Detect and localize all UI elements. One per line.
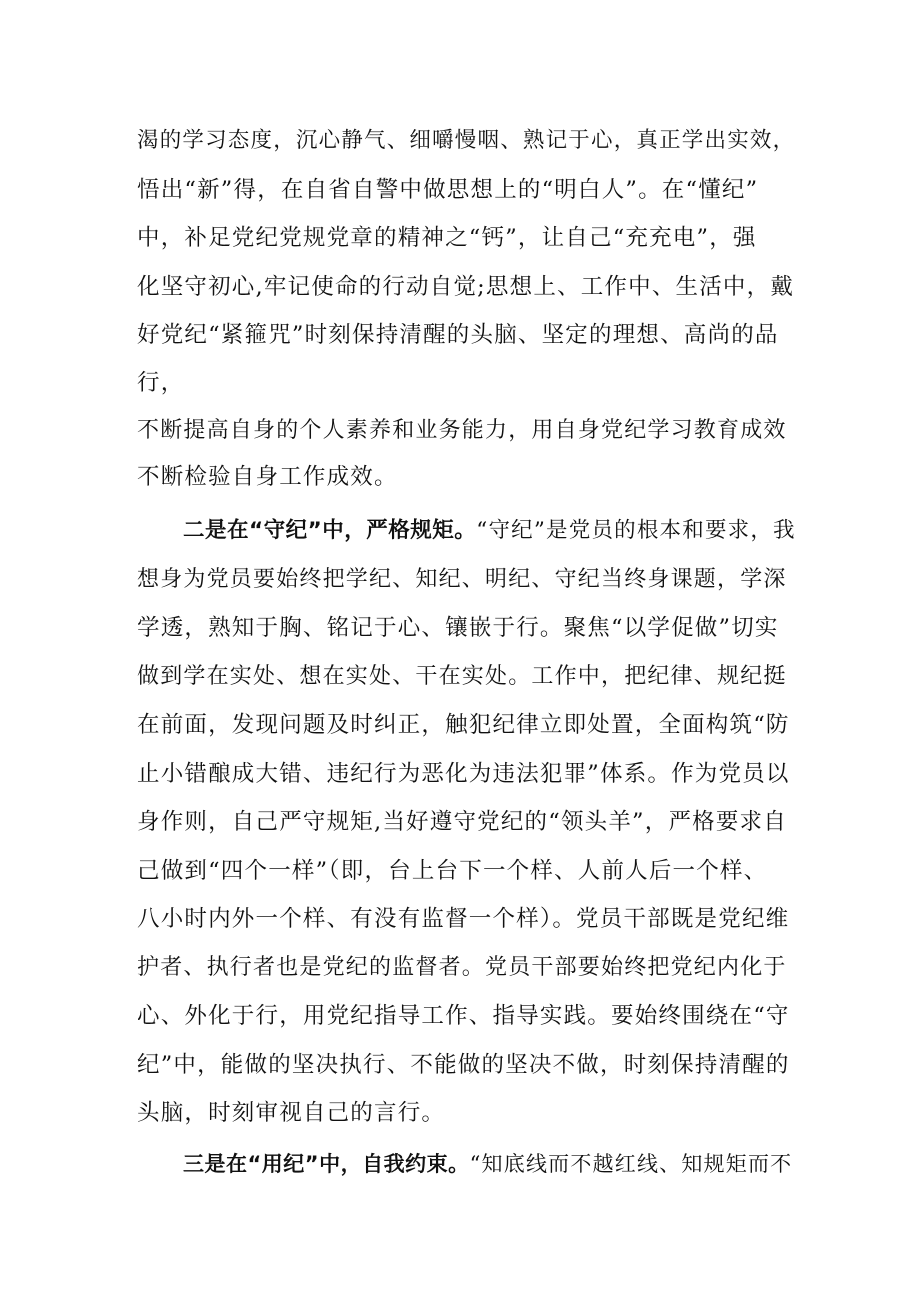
paragraph-2-line-11: 心、外化于行，用党纪指导工作、指导实践。要始终围绕在“守 [137,1003,790,1029]
paragraph-3-first-line-text: “知底线而不越红线、知规矩而不 [469,1152,793,1176]
paragraph-2-line-9: 八小时内外一个样、有没有监督一个样）。党员干部既是党纪维 [137,906,790,932]
paragraph-2-heading: 二是在“守纪”中，严格规矩。 [183,518,477,543]
paragraph-2-line-13: 头脑，时刻审视自己的言行。 [137,1100,446,1126]
paragraph-2-line-10: 护者、执行者也是党纪的监督者。党员干部要始终把党纪内化于 [137,955,787,980]
paragraph-3-heading: 三是在“用纪”中，自我约束。 [183,1152,470,1176]
paragraph-2-line-2: 想身为党员要始终把学纪、知纪、明纪、守纪当终身课题，学深 [137,567,787,592]
paragraph-2-line-4: 做到学在实处、想在实处、干在实处。工作中，把纪律、规纪挺 [137,664,787,689]
paragraph-2-line-5: 在前面，发现问题及时纠正，触犯纪律立即处置，全面构筑“防 [137,712,790,738]
paragraph-2-first-line-text: “守纪”是党员的根本和要求，我 [476,518,796,543]
paragraph-1-line-6: 行， [137,370,185,396]
paragraph-1-line-2: 悟出“新”得，在自省自警中做思想上的“明白人”。在“懂纪” [137,177,759,203]
paragraph-2-line-3: 学透，熟知于胸、铭记于心、镶嵌于行。聚焦“以学促做”切实 [137,615,779,641]
paragraph-1-line-3: 中，补足党纪党规党章的精神之“钙”，让自己“充充电”，强 [137,225,757,251]
paragraph-3-line-1 [183,1144,797,1184]
paragraph-2-line-8: 己做到“四个一样”（即，台上台下一个样、人前人后一个样、 [137,858,768,884]
paragraph-1-line-4: 化坚守初心,牢记使命的行动自觉;思想上、工作中、生活中，戴 [137,274,795,300]
paragraph-2-line-6: 止小错酿成大错、违纪行为恶化为违法犯罪”体系。作为党员以 [137,761,790,787]
paragraph-1-line-7: 不断提高自身的个人素养和业务能力，用自身党纪学习教育成效 [137,418,787,443]
paragraph-1-line-5: 好党纪“紧箍咒”时刻保持清醒的头脑、坚定的理想、高尚的品 [137,322,779,348]
paragraph-2-line-7: 身作则，自己严守规矩,当好遵守党纪的“领头羊”，严格要求自 [137,809,787,835]
paragraph-2-line-12: 纪”中，能做的坚决执行、不能做的坚决不做，时刻保持清醒的 [137,1052,790,1078]
paragraph-1-line-8: 不断检验自身工作成效。 [137,464,398,490]
paragraph-2-line-1 [183,511,797,551]
paragraph-1-line-1: 渴的学习态度，沉心静气、细嚼慢咽、熟记于心，真正学出实效， [137,128,796,153]
